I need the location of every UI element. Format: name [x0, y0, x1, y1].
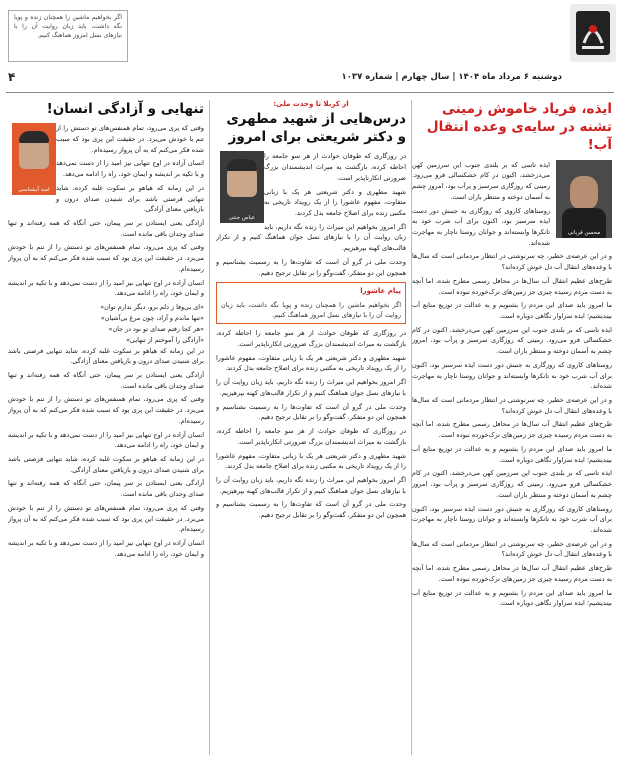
- article-paragraph: شهید مطهری و دکتر شریعتی هر یک با زبانی متفاوت، مفهوم عاشورا را از یک رویداد تاریخی به مکتبی زنده برای اصلاح جامعه بدل کردند.: [216, 353, 406, 373]
- article-headline: ایذه، فریاد خاموش زمینی تشنه در سایه‌ی وعده انتقال آب!: [426, 101, 612, 154]
- article-paragraph: در این زمانه که هیاهو بر سکوت غلبه کرده، شاید تنهایی فرصتی باشد برای شنیدن صدای درون و بازیافتن معنای آزادگی.: [8, 455, 204, 474]
- article-paragraph: در روزگاری که طوفان حوادث از هر سو جامعه را احاطه کرده، بازگشت به میراث اندیشمندان بزرگ ضرورتی انکارناپذیر است.: [264, 152, 406, 182]
- article-paragraph: ما امروز باید صدای این مردم را بشنویم و به عدالت در توزیع منابع آب بیندیشیم؛ ایذه سزاوار نگاهی دوباره است.: [412, 588, 612, 608]
- poem-line: «آزادگی را آموختم از تنهایی»: [126, 335, 204, 344]
- newspaper-logo: [570, 4, 616, 62]
- author-name: عباس جنتی: [228, 214, 256, 221]
- article-paragraph: طرح‌های عظیم انتقال آب سال‌ها در محافل رسمی مطرح شده، اما آنچه به دست مردم رسیده چیزی جز زمین‌های ترک‌خورده نبوده است.: [412, 276, 612, 296]
- article-paragraph: انسان آزاده در اوج تنهایی نیز امید را از دست نمی‌دهد و با تکیه بر اندیشه و ایمان خود، راه را ادامه می‌دهد.: [8, 278, 204, 298]
- page-header: [0, 0, 620, 98]
- article-paragraph: ایذه تاسی که بر بلندی جنوب این سرزمین کهن می‌درخشد، اکنون در کام خشکسالی فرو می‌رود. زمینی که روزگاری سرسبز و پرآب بود، امروز چشم به آسمان دوخته و منتظر باران است.: [412, 325, 612, 356]
- author-name: محسن قربانی: [567, 229, 601, 236]
- article-paragraph: انسان آزاده در اوج تنهایی نیز امید را از دست نمی‌دهد و با تکیه بر اندیشه و ایمان خود، راه را ادامه می‌دهد.: [8, 539, 204, 558]
- article-paragraph: ایذه تاسی که بر بلندی جنوب این سرزمین کهن می‌درخشد، اکنون در کام خشکسالی فرو می‌رود. زمینی که روزگاری سرسبز و پرآب بود، امروز چشم به آسمان دوخته و منتظر باران است.: [412, 469, 612, 499]
- article-paragraph: وقتی که پری می‌رود، تمام همنفس‌های تو دستش را از تنم با خودش می‌برد. در حقیقت این پری بود که سبب شده فکر می‌کنم که به آن پرواز رسیده‌ام.: [8, 243, 204, 273]
- article-paragraph: در این زمانه که هیاهو بر سکوت غلبه کرده، شاید تنهایی فرصتی باشد برای شنیدن صدای درون و بازیافتن معنای آزادگی.: [8, 346, 204, 366]
- article-motahari-shariati: [216, 100, 406, 755]
- article-paragraph: انسان آزاده در اوج تنهایی نیز امید را از دست نمی‌دهد و با تکیه بر اندیشه و ایمان خود، راه را ادامه می‌دهد.: [56, 159, 204, 179]
- header-divider: [6, 92, 614, 93]
- article-paragraph: آزادگی یعنی ایستادن بر سر پیمان، حتی آنگاه که همه رفته‌اند و تنها صدای وجدان باقی مانده است.: [8, 371, 204, 390]
- article-paragraph: طرح‌های عظیم انتقال آب سال‌ها در محافل رسمی مطرح شده، اما آنچه به دست مردم رسیده چیزی جز زمین‌های ترک‌خورده نبوده است.: [412, 564, 612, 583]
- logo-icon: [574, 9, 612, 57]
- article-headline: تنهایی و آزادگی انسان!: [46, 101, 204, 117]
- poem-line: «تنها ماندم و آزاد، چون مرغ بی‌آشیان»: [100, 313, 204, 322]
- article-paragraph: ما امروز باید صدای این مردم را بشنویم و به عدالت در توزیع منابع آب بیندیشیم؛ ایذه سزاوار نگاهی دوباره است.: [412, 301, 612, 320]
- highlight-box: [216, 282, 406, 324]
- author-photo: [220, 151, 264, 223]
- author-photo: [12, 123, 56, 195]
- column-divider: [209, 100, 210, 755]
- article-izeh: [412, 100, 612, 755]
- article-paragraph: در روزگاری که طوفان حوادث از هر سو جامعه را احاطه کرده، بازگشت به میراث اندیشمندان بزرگ ضرورتی انکارناپذیر است.: [216, 427, 406, 446]
- highlight-box-text: اگر بخواهیم ماشین را همچنان زنده و پویا نگه داشت، باید زبان روایت آن را با نیازهای نسل امروز هماهنگ کنیم.: [221, 300, 401, 319]
- article-paragraph: در این زمانه که هیاهو بر سکوت غلبه کرده، شاید تنهایی فرصتی باشد برای شنیدن صدای درون و بازیافتن معنای آزادگی.: [56, 183, 204, 214]
- article-paragraph: وقتی که پری می‌رود، تمام همنفس‌های تو دستش را از تنم با خودش می‌برد. در حقیقت این پری بود که سبب شده فکر می‌کنم که به آن پرواز رسیده‌ام.: [56, 124, 204, 154]
- article-paragraph: وقتی که پری می‌رود، تمام همنفس‌های تو دستش را از تنم با خودش می‌برد. در حقیقت این پری بود که سبب شده فکر می‌کنم که به آن پرواز رسیده‌ام.: [8, 503, 204, 534]
- article-headline: درس‌هایی از شهید مطهری و دکتر شریعتی برای امروز: [226, 111, 406, 146]
- article-paragraph: شهید مطهری و دکتر شریعتی هر یک با زبانی متفاوت، مفهوم عاشورا را از یک رویداد تاریخی به مکتبی زنده برای اصلاح جامعه بدل کردند.: [216, 451, 406, 471]
- highlight-box-title: پیام عاشورا: [360, 287, 401, 296]
- poem-line: «هر کجا رفتم صدای تو بود در جان»: [108, 324, 204, 333]
- article-paragraph: شهید مطهری و دکتر شریعتی هر یک با زبانی متفاوت، مفهوم عاشورا را از یک رویداد تاریخی به مکتبی زنده برای اصلاح جامعه بدل کردند.: [264, 187, 406, 218]
- issue-date-line: دوشنبه ۶ مرداد ماه ۱۴۰۴ | سال چهارم | شماره ۱۰۳۷: [341, 72, 562, 82]
- poem-line: «ای بی‌وفا ز دلم برو، دیگر ندارم توان»: [100, 303, 204, 311]
- article-paragraph: روستاهای کاروی که روزگاری به جنبش دور دست ایذه سرسبز بود، اکنون برای آب شرب خود به تانکرها وابسته‌اند و جوانان روستا ناچار به مهاجرت شده‌اند.: [412, 504, 612, 534]
- article-paragraph: و در این عرصه‌ی خطیر، چه سرنوشتی در انتظار مردمانی است که سال‌ها با وعده‌های انتقال آب دل خوش کرده‌اند؟: [412, 252, 612, 272]
- article-paragraph: وحدت ملی در گرو آن است که تفاوت‌ها را به رسمیت بشناسیم و همچون این دو متفکر، گفت‌وگو را بر تقابل ترجیح دهیم.: [216, 257, 406, 277]
- article-paragraph: اگر امروز بخواهیم این میراث را زنده نگه داریم، باید زبان روایت آن را با نیازهای نسل جوان هماهنگ کنیم و از تکرار قالب‌های کهنه بپرهیزیم.: [216, 475, 406, 495]
- article-loneliness: [8, 100, 204, 755]
- article-paragraph: در روزگاری که طوفان حوادث از هر سو جامعه را احاطه کرده، بازگشت به میراث اندیشمندان بزرگ ضرورتی انکارناپذیر است.: [216, 329, 406, 349]
- article-paragraph: وحدت ملی در گرو آن است که تفاوت‌ها را به رسمیت بشناسیم و همچون این دو متفکر، گفت‌وگو را بر تقابل ترجیح دهیم.: [216, 500, 406, 520]
- article-paragraph: و در این عرصه‌ی خطیر، چه سرنوشتی در انتظار مردمانی است که سال‌ها با وعده‌های انتقال آب دل خوش کرده‌اند؟: [412, 539, 612, 559]
- article-paragraph: اگر امروز بخواهیم این میراث را زنده نگه داریم، باید زبان روایت آن را با نیازهای نسل جوان هماهنگ کنیم و از تکرار قالب‌های کهنه بپرهیزیم.: [216, 222, 406, 253]
- article-paragraph: آزادگی یعنی ایستادن بر سر پیمان، حتی آنگاه که همه رفته‌اند و تنها صدای وجدان باقی مانده است.: [8, 479, 204, 499]
- article-paragraph: وحدت ملی در گرو آن است که تفاوت‌ها را به رسمیت بشناسیم و همچون این دو متفکر، گفت‌وگو را بر تقابل ترجیح دهیم.: [216, 402, 406, 422]
- header-quote-box: اگر بخواهیم ماشین را همچنان زنده و پویا نگه داشت، باید زبان روایت آن را با نیازهای نسل امروز هماهنگ کنیم.: [8, 10, 128, 62]
- article-paragraph: انسان آزاده در اوج تنهایی نیز امید را از دست نمی‌دهد و با تکیه بر اندیشه و ایمان خود، راه را ادامه می‌دهد.: [8, 430, 204, 450]
- author-photo: [556, 160, 612, 238]
- article-paragraph: ایذه تاسی که بر بلندی جنوب این سرزمین کهن می‌درخشد، اکنون در کام خشکسالی فرو می‌رود. زمینی که روزگاری سرسبز و پرآب بود، امروز چشم به آسمان دوخته و منتظر باران است.: [412, 160, 550, 201]
- article-paragraph: آزادگی یعنی ایستادن بر سر پیمان، حتی آنگاه که همه رفته‌اند و تنها صدای وجدان باقی مانده است.: [8, 218, 204, 238]
- article-paragraph: و در این عرصه‌ی خطیر، چه سرنوشتی در انتظار مردمانی است که سال‌ها با وعده‌های انتقال آب دل خوش کرده‌اند؟: [412, 396, 612, 415]
- article-paragraph: روستاهای کاروی که روزگاری به جنبش دور دست ایذه سرسبز بود، اکنون برای آب شرب خود به تانکرها وابسته‌اند و جوانان روستا ناچار به مهاجرت شده‌اند.: [412, 206, 550, 247]
- page-number: ۴: [8, 70, 16, 84]
- author-name: اسد آبشناسی: [18, 186, 50, 193]
- article-kicker: از کربلا تا وحدت ملی:: [273, 100, 349, 108]
- article-paragraph: ما امروز باید صدای این مردم را بشنویم و به عدالت در توزیع منابع آب بیندیشیم؛ ایذه سزاوار نگاهی دوباره است.: [412, 444, 612, 464]
- article-paragraph: اگر امروز بخواهیم این میراث را زنده نگه داریم، باید زبان روایت آن را با نیازهای نسل جوان هماهنگ کنیم و از تکرار قالب‌های کهنه بپرهیزیم.: [216, 378, 406, 397]
- poem-lines: [8, 302, 204, 346]
- article-paragraph: طرح‌های عظیم انتقال آب سال‌ها در محافل رسمی مطرح شده، اما آنچه به دست مردم رسیده چیزی جز زمین‌های ترک‌خورده نبوده است.: [412, 420, 612, 440]
- article-paragraph: روستاهای کاروی که روزگاری به جنبش دور دست ایذه سرسبز بود، اکنون برای آب شرب خود به تانکرها وابسته‌اند و جوانان روستا ناچار به مهاجرت شده‌اند.: [412, 360, 612, 391]
- article-paragraph: وقتی که پری می‌رود، تمام همنفس‌های تو دستش را از تنم با خودش می‌برد. در حقیقت این پری بود که سبب شده فکر می‌کنم که به آن پرواز رسیده‌ام.: [8, 395, 204, 425]
